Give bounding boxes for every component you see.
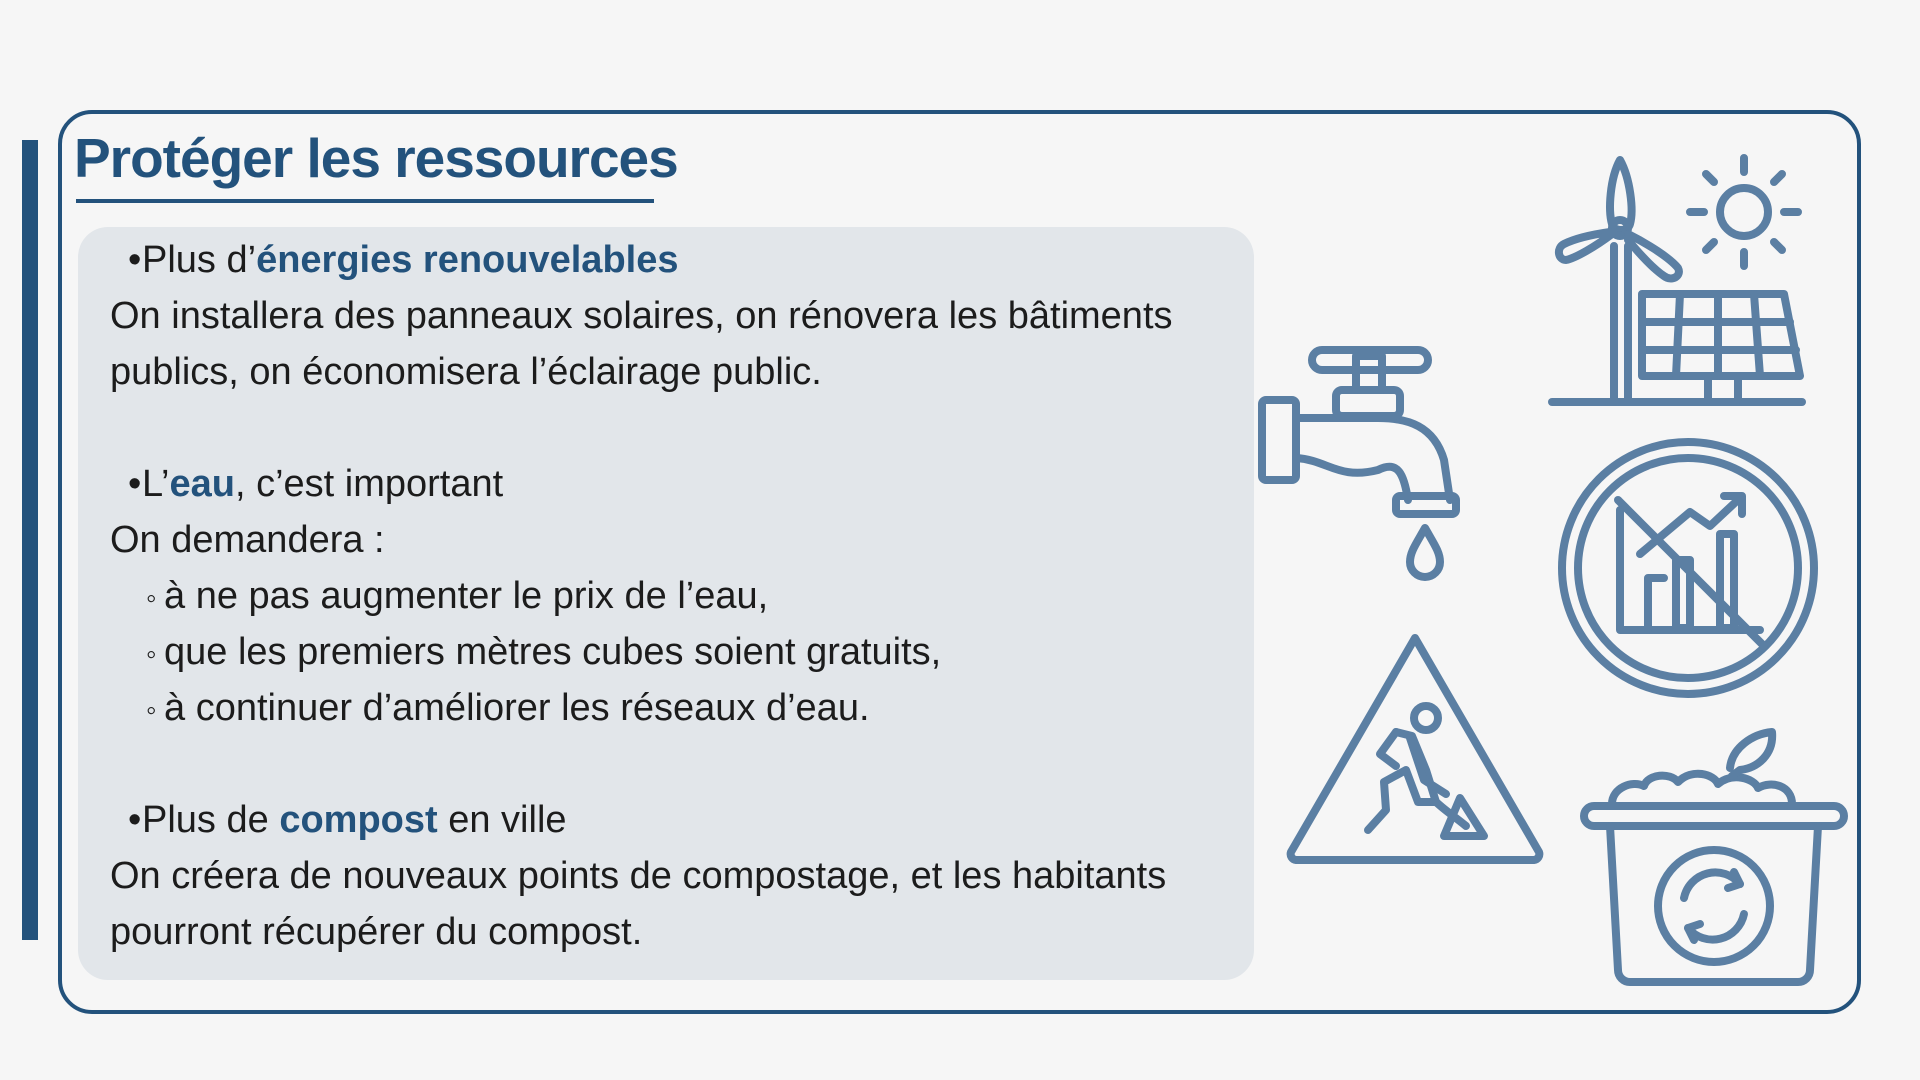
water-item-text: à ne pas augmenter le prix de l’eau, <box>164 575 769 617</box>
water-heading <box>128 462 503 508</box>
water-list-item <box>146 686 870 732</box>
energy-text-line-1: On installera des panneaux solaires, on rénovera les bâtiments <box>110 295 1173 337</box>
no-price-increase-icon <box>1558 438 1818 700</box>
left-accent-bar <box>22 140 38 940</box>
compost-heading-prefix: Plus de <box>142 799 280 841</box>
page-title: Protéger les ressources <box>74 127 678 189</box>
bullet: • <box>128 463 142 505</box>
water-heading-highlight: eau <box>169 463 235 505</box>
compost-heading <box>128 798 567 844</box>
water-heading-suffix: , c’est important <box>234 463 504 505</box>
compost-heading-suffix: en ville <box>437 799 567 841</box>
energy-heading <box>128 238 678 284</box>
water-list-item <box>146 574 768 620</box>
bullet: • <box>128 239 142 281</box>
water-tap-icon <box>1258 330 1508 590</box>
roadwork-sign-icon <box>1284 630 1546 864</box>
energy-heading-highlight: énergies renouvelables <box>256 239 679 281</box>
water-heading-prefix: L’ <box>142 463 170 505</box>
compost-text-line-2: pourront récupérer du compost. <box>110 911 643 953</box>
water-intro: On demandera : <box>110 519 385 561</box>
compost-bin-icon <box>1582 728 1846 988</box>
sub-bullet: ◦ <box>146 582 157 615</box>
wind-solar-energy-icon <box>1548 148 1818 408</box>
title-underline <box>76 199 654 203</box>
sub-bullet: ◦ <box>146 694 157 727</box>
water-list-item <box>146 630 941 676</box>
bullet: • <box>128 799 142 841</box>
water-item-text: à continuer d’améliorer les réseaux d’eau. <box>164 687 870 729</box>
sub-bullet: ◦ <box>146 638 157 671</box>
energy-text-line-2: publics, on économisera l’éclairage public. <box>110 351 822 393</box>
water-item-text: que les premiers mètres cubes soient gratuits, <box>164 631 942 673</box>
energy-heading-prefix: Plus d’ <box>142 239 257 281</box>
compost-text-line-1: On créera de nouveaux points de compostage, et les habitants <box>110 855 1167 897</box>
compost-heading-highlight: compost <box>279 799 438 841</box>
